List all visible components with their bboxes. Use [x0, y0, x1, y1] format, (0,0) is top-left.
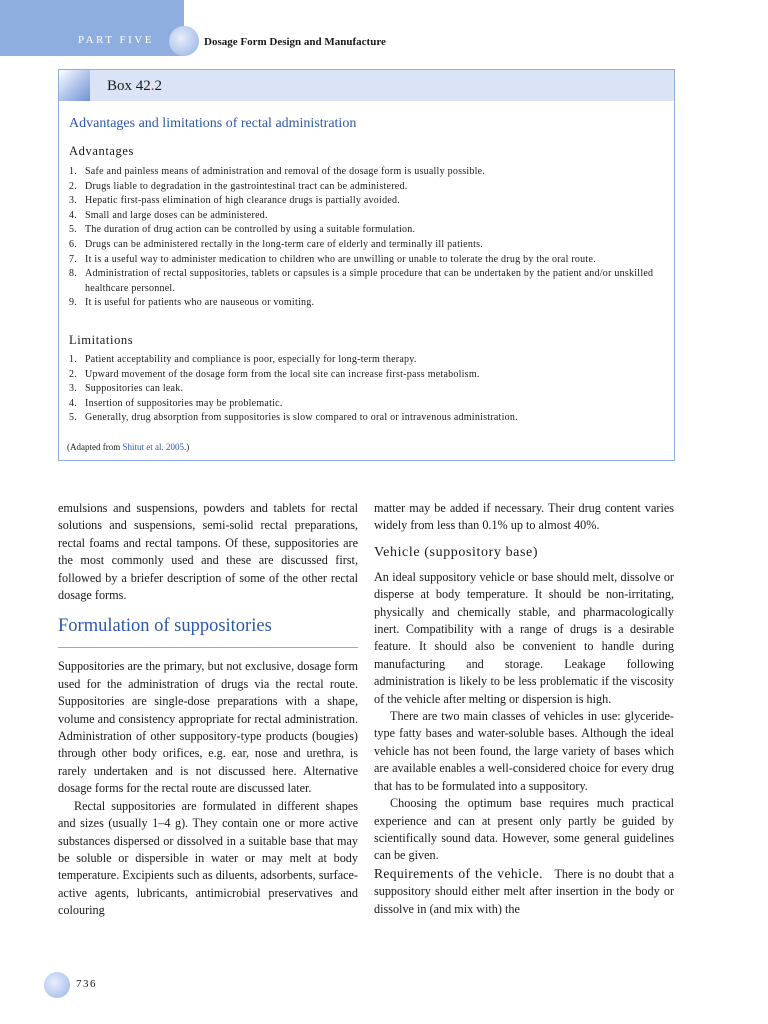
limitations-item [69, 411, 659, 426]
left-paragraph-2: Suppositories are the primary, but not exclusive, dosage form used for the administration of drugs via the rectal route. Suppositories are single-dose preparations with a shape, volume and consistency appropriate for rectal administration. Administration of other suppository-type products (bougies) through other body orifices, e.g. ear, nose and urethra, is rarely undertaken and is not discussed here. Alternative dosage forms for the rectal route are discussed later. [58, 659, 358, 796]
advantages-item-text: Small and large doses can be administered. [85, 209, 268, 221]
advantages-list [69, 165, 659, 311]
limitations-item-text: Suppositories can leak. [85, 383, 184, 395]
box-tab-ornament [59, 70, 90, 101]
header-circle-ornament [169, 26, 199, 56]
advantages-item [69, 253, 659, 268]
box-label [107, 78, 162, 95]
limitations-item-number: 3. [69, 383, 77, 395]
right-paragraph-2: An ideal suppository vehicle or base should melt, dissolve or disperse at body temperature. It should be non-irritating, physically and chemically stable, and pharmacologically inert. Compatibility with a range of drugs is a desirable feature. It should also be convenient to handle during manufacturing and storage. Leakage following administration is likely to be less problematic if the viscosity of the vehicle after melting or dispersion is high. [374, 569, 674, 706]
advantages-item [69, 209, 659, 224]
part-header-block [0, 0, 184, 56]
advantages-item-number: 5. [69, 224, 77, 236]
advantages-item-number: 9. [69, 297, 77, 309]
right-paragraph-1: matter may be added if necessary. Their drug content varies widely from less than 0.1% up to almost 40%. [374, 501, 674, 533]
advantages-item-text: It is useful for patients who are nauseous or vomiting. [85, 297, 315, 309]
advantages-item [69, 165, 659, 180]
box-source-note [67, 442, 189, 452]
advantages-item-text: Administration of rectal suppositories, tablets or capsules is a simple procedure that can be undertaken by the patient and/or unskilled healthcare personnel. [85, 268, 654, 294]
section-heading-formulation: Formulation of suppositories [58, 616, 358, 648]
subheading-vehicle: Vehicle (suppository base) [374, 544, 539, 560]
limitations-item-text: Upward movement of the dosage form from the local site can increase first-pass metabolism. [85, 368, 480, 380]
limitations-item-number: 1. [69, 354, 77, 365]
source-reference-link[interactable]: Shitut et al. 2005 [122, 442, 184, 452]
advantages-item [69, 267, 659, 296]
advantages-item-text: It is a useful way to administer medication to children who are unwilling or unable to tolerate the drug by the oral route. [85, 253, 596, 265]
limitations-item-number: 4. [69, 397, 77, 409]
advantages-item [69, 296, 659, 311]
advantages-item [69, 194, 659, 209]
box-header [59, 70, 674, 101]
limitations-item-text: Insertion of suppositories may be problematic. [85, 397, 283, 409]
advantages-item-number: 3. [69, 195, 77, 207]
limitations-item-text: Generally, drug absorption from suppositories is slow compared to oral or intravenous administration. [85, 412, 518, 424]
right-paragraph-3: There are two main classes of vehicles in use: glyceride-type fatty bases and water-soluble bases. Although the ideal vehicle has not been found, the large variety of bases which are available enables a well-considered choice for every drug that has to be formulated into a suppository. [374, 709, 674, 793]
box-title: Advantages and limitations of rectal administration [69, 116, 357, 131]
advantages-item-number: 4. [69, 209, 77, 221]
box-label-dot: . [150, 78, 155, 94]
limitations-item-text: Patient acceptability and compliance is poor, especially for long-term therapy. [85, 354, 417, 365]
right-paragraph-5 [374, 865, 674, 918]
advantages-item-text: Hepatic first-pass elimination of high clearance drugs is partially avoided. [85, 195, 401, 207]
left-paragraph-1: emulsions and suspensions, powders and tablets for rectal solutions and suspensions, semi-solid rectal preparations, rectal foams and rectal tampons. Of these, suppositories are the most commonly used and these are discussed first, followed by a briefer description of some of the other rectal dosage forms. [58, 501, 358, 603]
advantages-item [69, 238, 659, 253]
advantages-item-number: 6. [69, 238, 77, 250]
limitations-list [69, 353, 659, 426]
limitations-heading: Limitations [69, 333, 134, 347]
box-42-2 [58, 69, 675, 461]
box-label-number: 2 [154, 78, 163, 94]
limitations-item [69, 353, 659, 368]
advantages-item-number: 2. [69, 180, 77, 192]
limitations-item-number: 2. [69, 368, 77, 380]
runin-heading: Requirements of the vehicle. [374, 865, 543, 881]
source-suffix: .) [183, 442, 190, 452]
advantages-item [69, 180, 659, 195]
advantages-item-text: Drugs liable to degradation in the gastrointestinal tract can be administered. [85, 180, 408, 192]
right-paragraph-5-text: There is no doubt that a suppository should either melt after insertion in the body or dissolve in (and mix with) the [374, 866, 675, 916]
box-label-main: Box 42 [107, 78, 151, 94]
advantages-item-text: Drugs can be administered rectally in the long-term care of elderly and terminally ill patients. [85, 238, 484, 250]
limitations-item-number: 5. [69, 412, 77, 424]
right-column [374, 500, 674, 918]
page-circle-ornament [44, 972, 70, 998]
limitations-item [69, 382, 659, 397]
limitations-item [69, 368, 659, 383]
limitations-item [69, 397, 659, 412]
advantages-item [69, 223, 659, 238]
right-paragraph-4: Choosing the optimum base requires much practical experience and can at present only partly be guided by scientifically sound data. However, some general guidelines can be given. [374, 796, 674, 863]
advantages-item-number: 1. [69, 166, 77, 177]
advantages-item-number: 8. [69, 268, 77, 280]
advantages-item-text: Safe and painless means of administration and removal of the dosage form is usually possible. [85, 166, 486, 177]
page-number: 736 [76, 978, 97, 990]
left-paragraph-3: Rectal suppositories are formulated in different shapes and sizes (usually 1–4 g). They contain one or more active substances dispersed or dissolved in a suitable base that may be soluble or dispersible in water or may melt at body temperature. Excipients such as diluents, adsorbents, surface-active agents, lubricants, antimicrobial preservatives and colouring [58, 798, 358, 918]
advantages-item-number: 7. [69, 253, 77, 265]
running-title: Dosage Form Design and Manufacture [204, 36, 386, 48]
source-prefix: (Adapted from [67, 442, 123, 452]
advantages-item-text: The duration of drug action can be controlled by using a suitable formulation. [85, 224, 416, 236]
advantages-heading: Advantages [69, 144, 135, 158]
part-label: PART FIVE [78, 34, 154, 46]
left-column [58, 500, 358, 920]
